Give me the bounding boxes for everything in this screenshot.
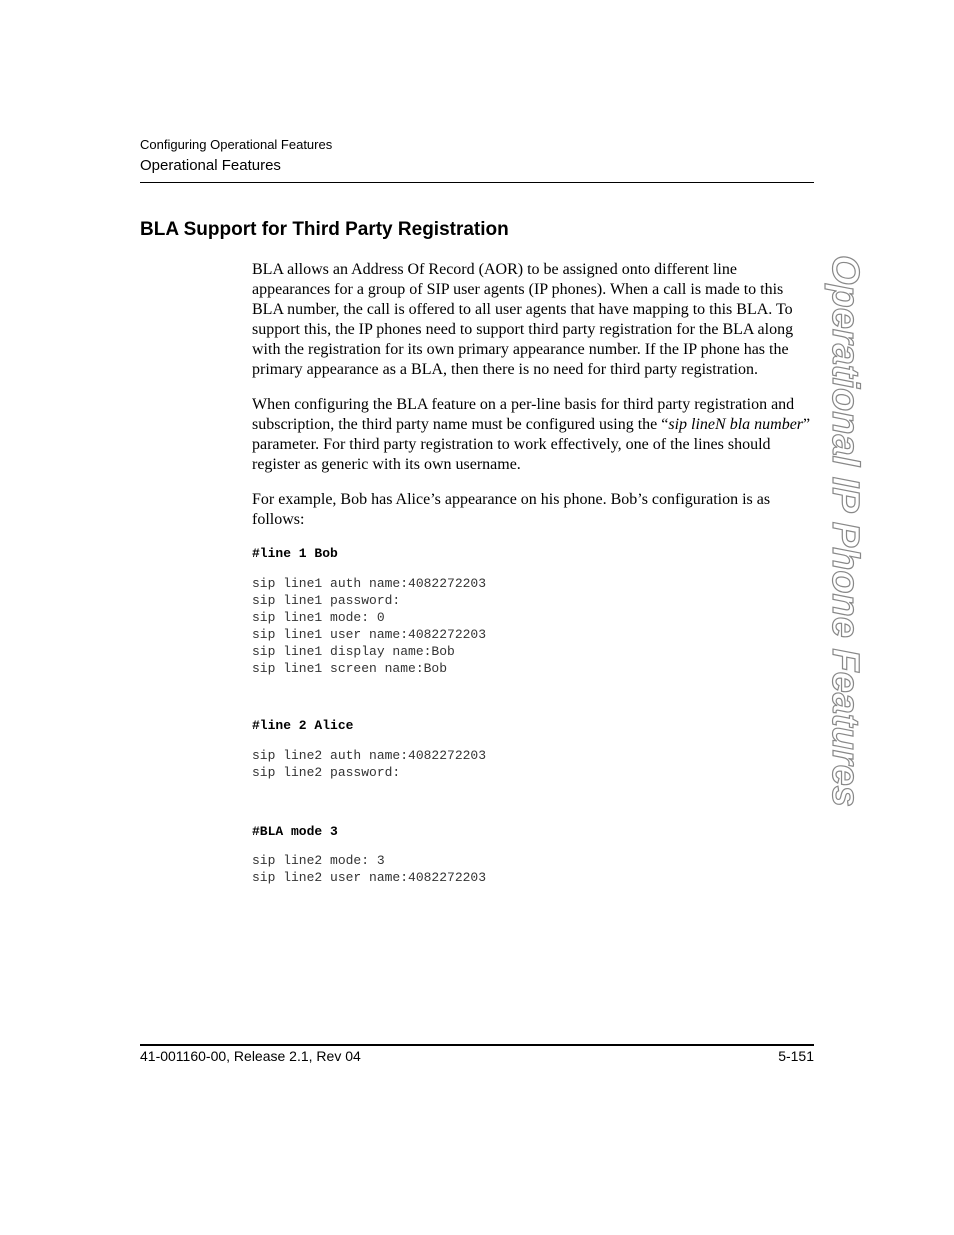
footer-page-number: 5-151 xyxy=(778,1048,814,1064)
header-section: Operational Features xyxy=(140,157,281,174)
code-line: sip line1 display name:Bob xyxy=(252,644,455,659)
code-line: sip line2 auth name:4082272203 xyxy=(252,748,487,763)
code-heading-line2: #line 2 Alice xyxy=(252,718,354,733)
code-line: sip line2 user name:4082272203 xyxy=(252,870,487,885)
paragraph-1: BLA allows an Address Of Record (AOR) to be assigned onto different line appearances for a group of SIP user agents (IP phones). When a call is made to this BLA number, the call is offered to all user agents that have mapping to this BLA. To support this, the IP phones need to support third party registration for the BLA along with the registration for its own primary appearance number. If the IP phone has the primary appearance as a BLA, then there is no need for third party registration. xyxy=(252,261,794,378)
header-chapter: Configuring Operational Features xyxy=(140,137,333,152)
code-block-line1 xyxy=(252,575,814,677)
code-line: sip line1 auth name:4082272203 xyxy=(252,576,487,591)
code-line: sip line1 screen name:Bob xyxy=(252,661,448,676)
paragraph-2 xyxy=(252,395,814,475)
code-block-bla xyxy=(252,852,814,886)
code-heading-line1: #line 1 Bob xyxy=(252,546,338,561)
paragraph-2-pre: When configuring the BLA feature on a per-line basis for third party registration and subscription, the third party name must be configured using the “ xyxy=(252,396,795,433)
side-tab-label: Operational IP Phone Features xyxy=(824,255,866,807)
code-line: sip line1 password: xyxy=(252,593,401,608)
section-title: BLA Support for Third Party Registration xyxy=(140,219,509,240)
paragraph-2-post: ” parameter. For third party registration to work effectively, one of the lines should register as generic with its own username. xyxy=(252,416,811,473)
code-line: sip line2 password: xyxy=(252,765,401,780)
code-line: sip line2 mode: 3 xyxy=(252,853,385,868)
code-line: sip line1 user name:4082272203 xyxy=(252,627,487,642)
parameter-name: sip lineN bla number xyxy=(668,416,804,433)
code-line: sip line1 mode: 0 xyxy=(252,610,385,625)
paragraph-3: For example, Bob has Alice’s appearance on his phone. Bob’s configuration is as follows: xyxy=(252,491,771,528)
header-rule xyxy=(140,182,814,183)
body-content xyxy=(252,260,814,886)
footer-doc-number: 41-001160-00, Release 2.1, Rev 04 xyxy=(140,1048,361,1064)
footer-rule xyxy=(140,1044,814,1046)
code-block-line2 xyxy=(252,747,814,781)
code-heading-bla: #BLA mode 3 xyxy=(252,824,338,839)
